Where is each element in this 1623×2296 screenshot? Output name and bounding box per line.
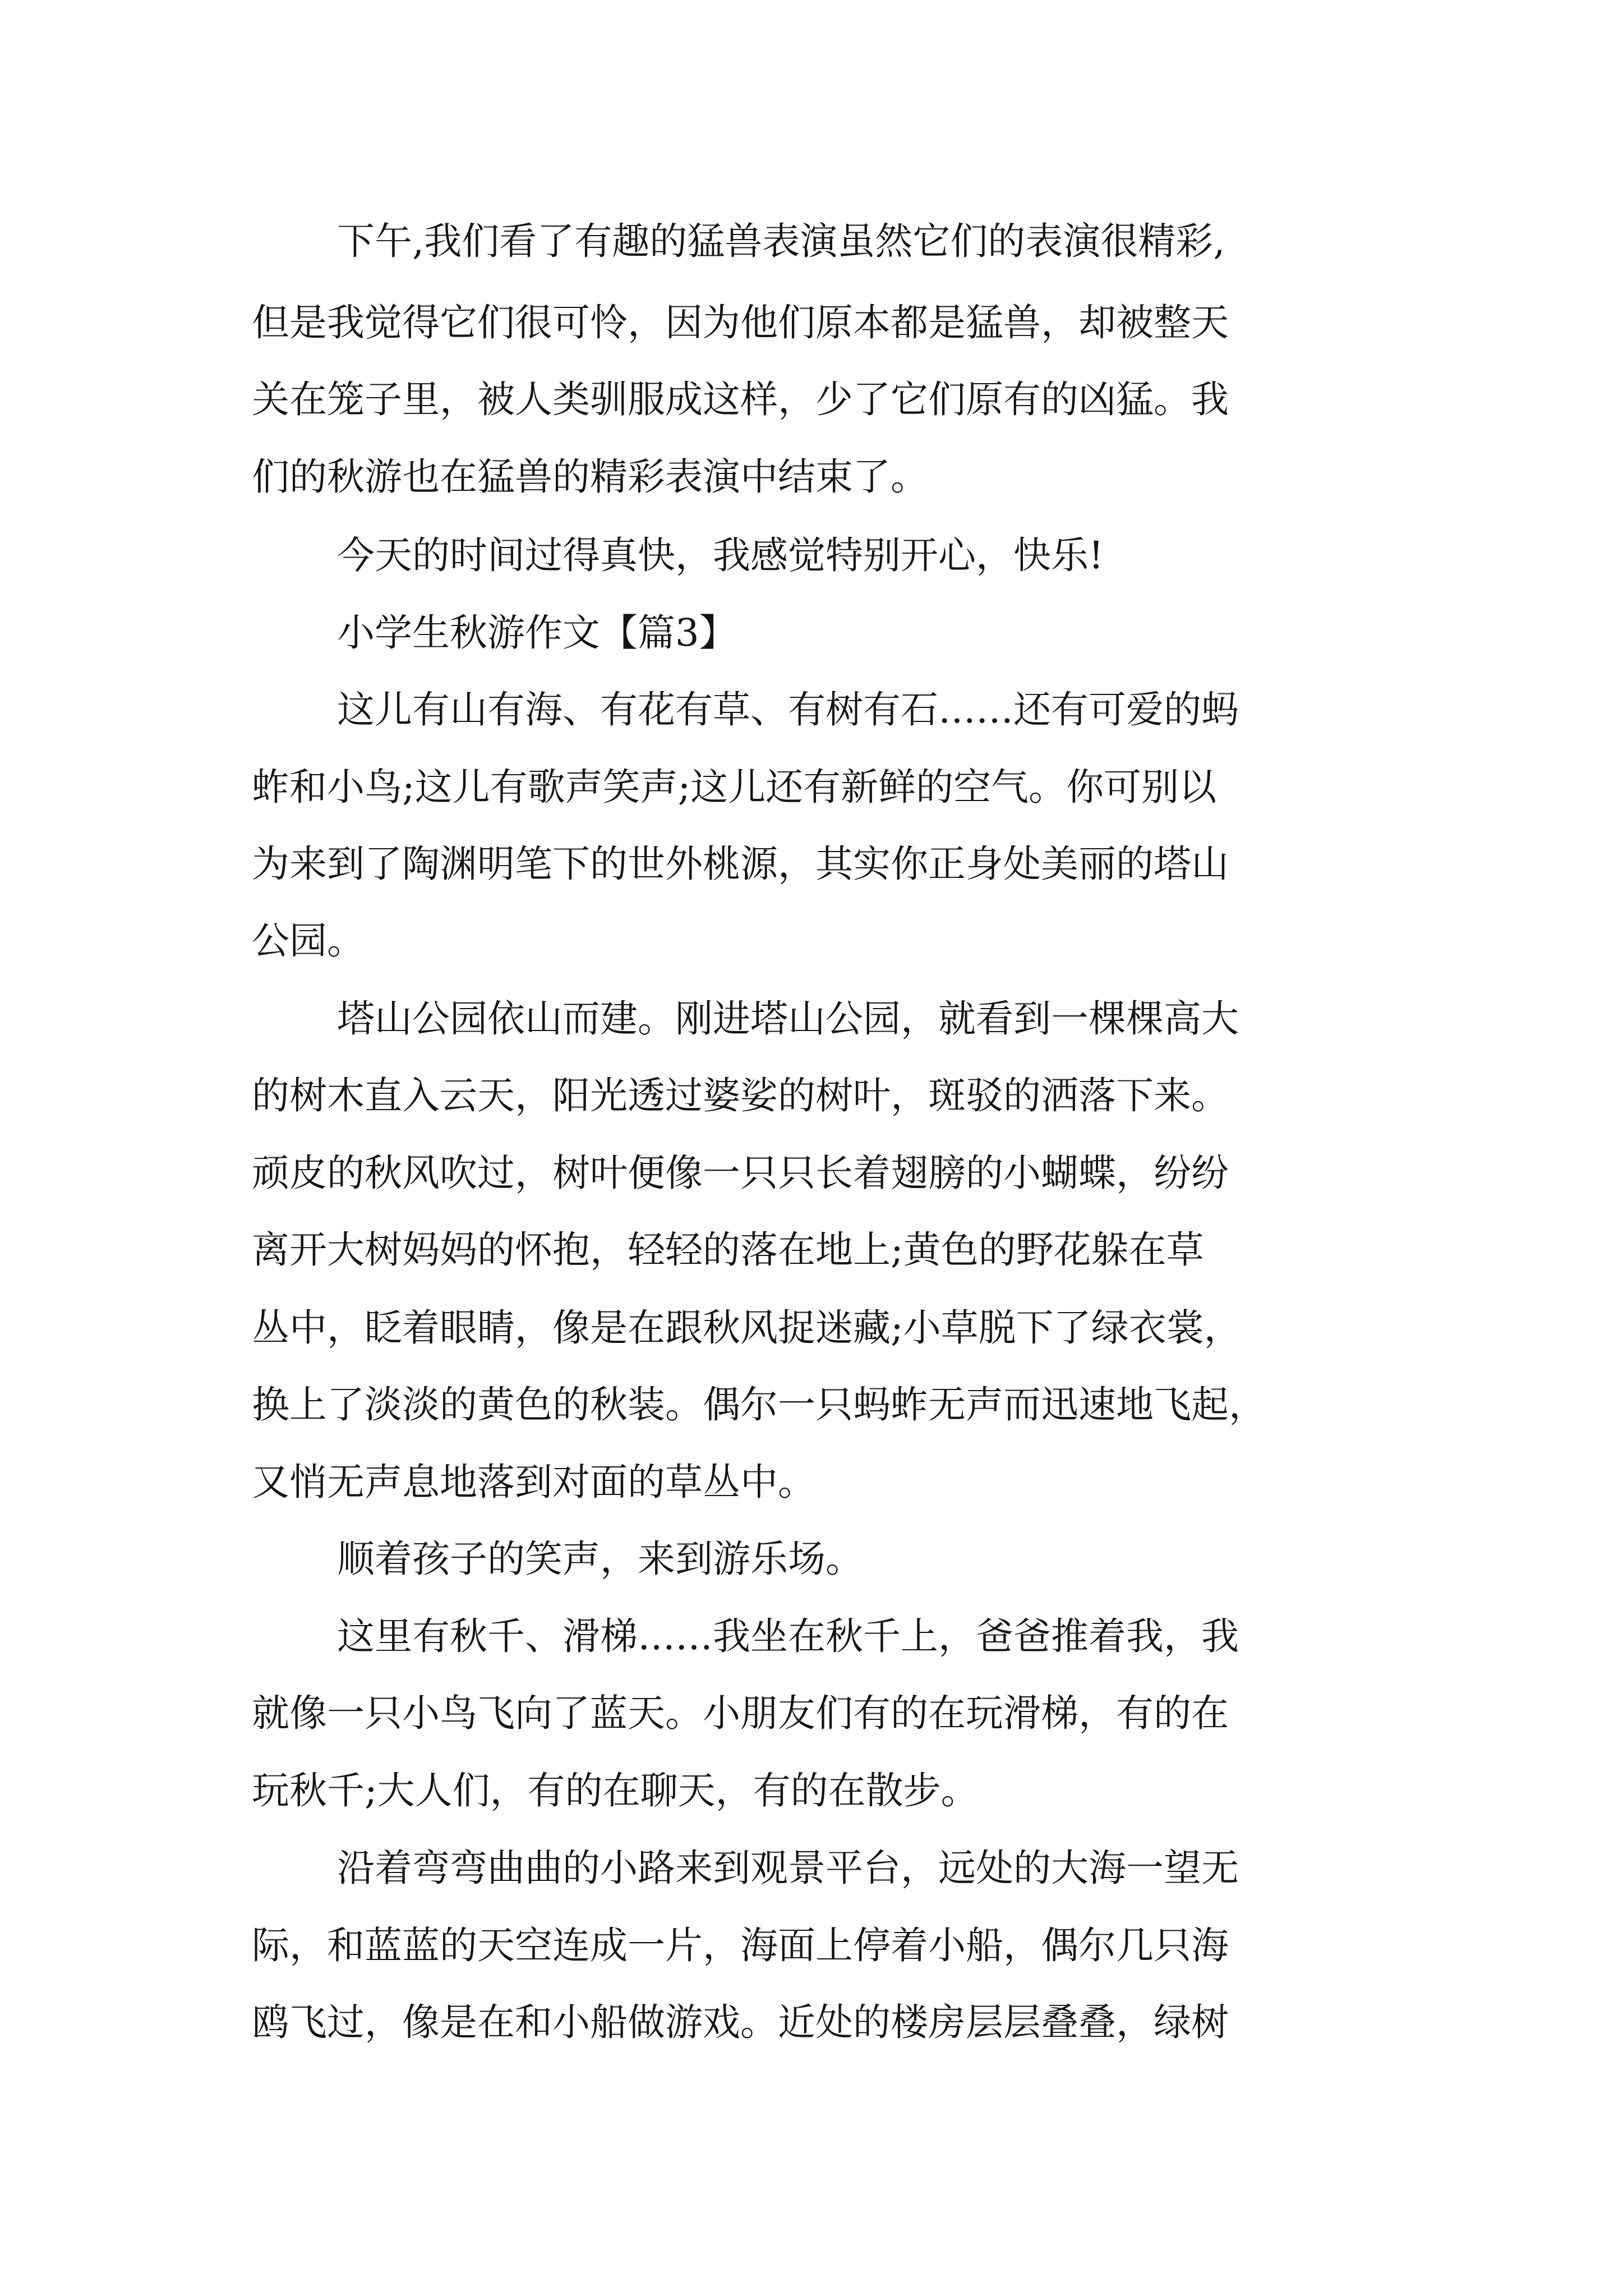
- text-line: 丛中，眨着眼睛，像是在跟秋风捉迷藏;小草脱下了绿衣裳，: [252, 1306, 1242, 1350]
- text-line: 离开大树妈妈的怀抱，轻轻的落在地上;黄色的野花躲在草: [252, 1228, 1204, 1272]
- text-line: 又悄无声息地落到对面的草丛中。: [252, 1460, 815, 1504]
- text-line: 换上了淡淡的黄色的秋装。偶尔一只蚂蚱无声而迅速地飞起，: [252, 1383, 1266, 1427]
- text-line: 玩秋千;大人们，有的在聊天，有的在散步。: [252, 1769, 979, 1812]
- text-line: 但是我觉得它们很可怜，因为他们原本都是猛兽，却被整天: [252, 301, 1229, 344]
- text-line: 鸥飞过，像是在和小船做游戏。近处的楼房层层叠叠，绿树: [252, 2000, 1229, 2044]
- text-line: 为来到了陶渊明笔下的世外桃源，其实你正身处美丽的塔山: [252, 842, 1229, 886]
- text-line: 这里有秋千、滑梯……我坐在秋千上，爸爸推着我，我: [337, 1614, 1239, 1658]
- text-line: 今天的时间过得真快，我感觉特别开心，快乐!: [337, 533, 1104, 577]
- text-line: 沿着弯弯曲曲的小路来到观景平台，远处的大海一望无: [337, 1846, 1239, 1890]
- text-line: 关在笼子里，被人类驯服成这样，少了它们原有的凶猛。我: [252, 378, 1229, 421]
- text-line: 下午,我们看了有趣的猛兽表演虽然它们的表演很精彩,: [337, 219, 1225, 263]
- text-line: 这儿有山有海、有花有草、有树有石……还有可爱的蚂: [337, 688, 1239, 731]
- text-line: 蚱和小鸟;这儿有歌声笑声;这儿还有新鲜的空气。你可别以: [252, 765, 1217, 809]
- text-line: 顽皮的秋风吹过，树叶便像一只只长着翅膀的小蝴蝶，纷纷: [252, 1151, 1229, 1195]
- text-line: 际，和蓝蓝的天空连成一片，海面上停着小船，偶尔几只海: [252, 1924, 1229, 1967]
- text-line: 们的秋游也在猛兽的精彩表演中结束了。: [252, 455, 928, 499]
- text-line: 的树木直入云天，阳光透过婆娑的树叶，斑驳的洒落下来。: [252, 1074, 1229, 1117]
- text-line: 塔山公园依山而建。刚进塔山公园，就看到一棵棵高大: [337, 997, 1239, 1041]
- text-line: 顺着孩子的笑声，来到游乐场。: [337, 1537, 863, 1581]
- text-line: 公园。: [252, 919, 365, 963]
- text-line: 就像一只小鸟飞向了蓝天。小朋友们有的在玩滑梯，有的在: [252, 1691, 1229, 1735]
- section-heading: 小学生秋游作文【篇3】: [337, 611, 737, 655]
